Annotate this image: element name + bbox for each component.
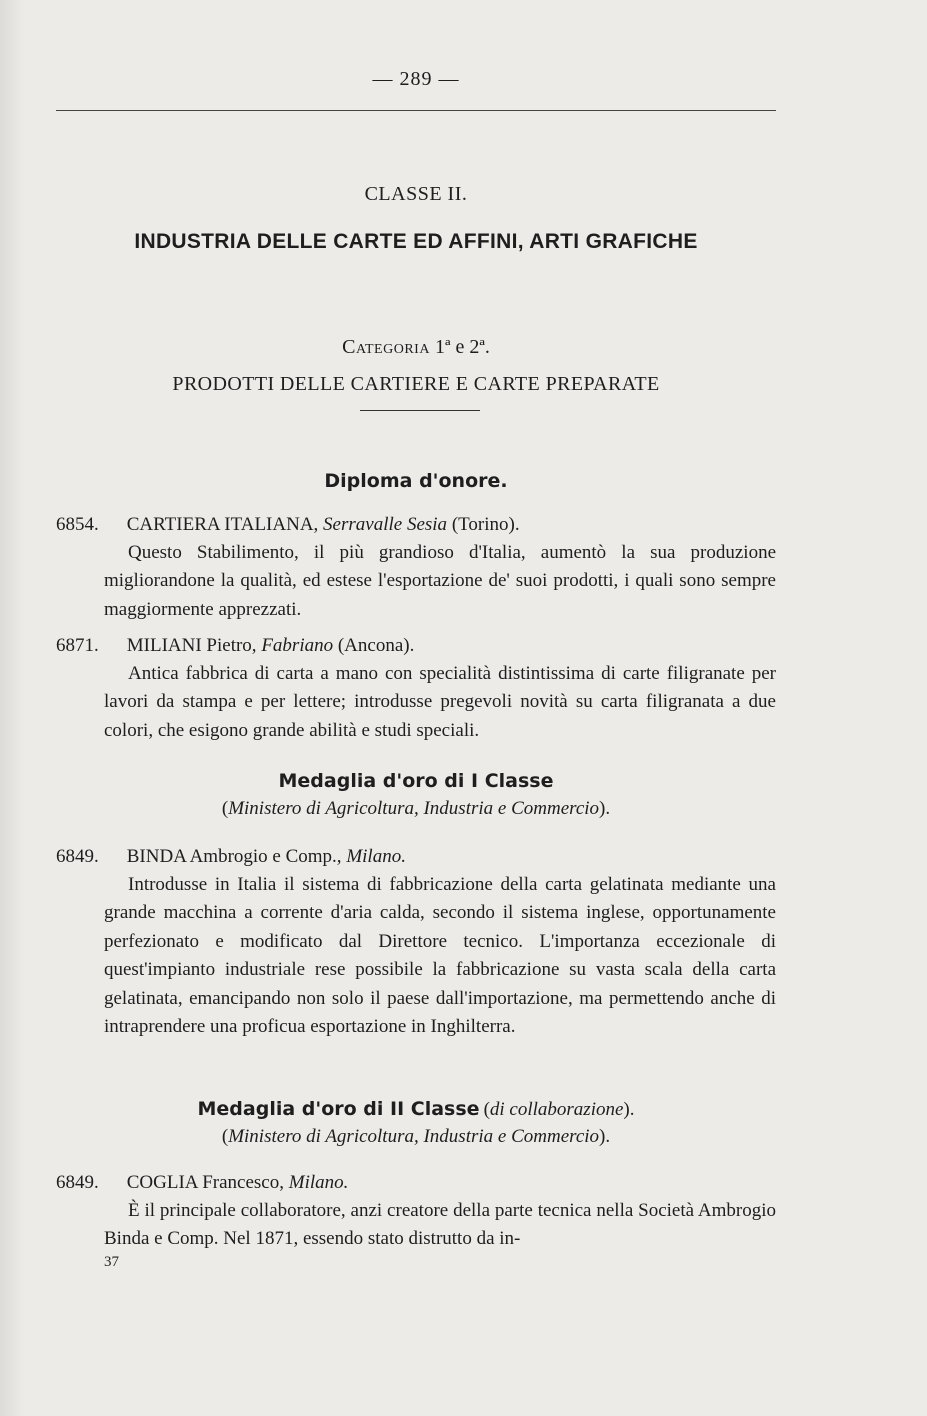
subsection-rule [360,410,480,411]
entry-number: 6849. [56,846,99,867]
entry-header [56,1169,776,1197]
entry-number: 6871. [56,635,99,656]
entry-number: 6849. [56,1172,99,1193]
entry-header [56,843,776,871]
entry-region: (Ancona). [337,635,415,656]
medal-note: di collaborazione [489,1099,624,1120]
medal-heading: Medaglia d'oro di I Classe [278,770,554,792]
entry-place: Fabriano [261,635,334,656]
entry-header [56,632,776,660]
entry-place: Milano. [288,1172,349,1193]
entry-name: BINDA Ambrogio e Comp., [126,846,342,867]
subsection-title: PRODOTTI DELLE CARTIERE E CARTE PREPARATE [172,373,660,395]
medal-title: Medaglia d'oro di II Classe [197,1098,480,1120]
entry-text: Antica fabbrica di carta a mano con specialità distintissima di carte filigranate per lavori da stampa e per lettere; introdusse pregevoli novità su carta filigranata a due colori, che esigono grande abilità e studi speciali. [104,663,776,741]
entry-text: Introdusse in Italia il sistema di fabbricazione della carta gelatinata mediante una grande macchina a corrente d'aria calda, secondo il sistema inglese, opportunamente perfezionato e modificato dal Direttore tecnico. L'importanza eccezionale di quest'impianto industriale rese possibile la fabbricazione su vasta scala della carta gelatinata, emancipando non solo il paese dall'importazione, ma permettendo anche di intraprendere una proficua esportazione in Inghilterra. [104,874,776,1038]
entry-header [56,511,776,539]
category-heading [56,336,776,359]
entry-text: È il principale collaboratore, anzi creatore della parte tecnica nella Società Ambrogio Binda e Comp. Nel 1871, essendo stato distrutto da in- [104,1200,776,1250]
ministry-name: Ministero di Agricoltura, Industria e Commercio [228,1126,600,1147]
section-title: INDUSTRIA DELLE CARTE ED AFFINI, ARTI GRAFICHE [134,230,698,253]
page-number: — 289 — [372,68,460,90]
entry-name: CARTIERA ITALIANA, [126,514,319,535]
entry-description [104,660,776,745]
ministry-note: (Ministero di Agricoltura, Industria e Commercio). [221,1126,611,1147]
category-value: 1ª e 2ª. [434,336,490,358]
header-rule [56,110,776,111]
entry-region: (Torino). [451,514,520,535]
scan-edge-shadow [0,0,24,1416]
diploma-heading: Diploma d'onore. [324,470,508,492]
entry-place: Serravalle Sesia [323,514,448,535]
ministry-name: Ministero di Agricoltura, Industria e Commercio [228,798,600,819]
entry-number: 6854. [56,514,99,535]
ministry-note: (Ministero di Agricoltura, Industria e Commercio). [221,798,611,819]
entry-description [104,539,776,624]
entry-text: Questo Stabilimento, il più grandioso d'Italia, aumentò la sua produzione migliorandone la qualità, ed estese l'esportazione de' suoi prodotti, i quali sono sempre maggiormente apprezzati. [104,542,776,620]
category-label: Categoria [342,336,430,358]
entry-place: Milano. [346,846,406,867]
signature-mark: 37 [104,1254,119,1270]
entry-name: COGLIA Francesco, [126,1172,284,1193]
entry-name: MILIANI Pietro, [126,635,257,656]
medal-heading: Medaglia d'oro di II Classe (di collaborazione). [197,1098,635,1120]
entry-description [104,1197,776,1254]
entry-description [104,871,776,1041]
book-page [56,0,776,1416]
class-heading: CLASSE II. [364,183,468,205]
